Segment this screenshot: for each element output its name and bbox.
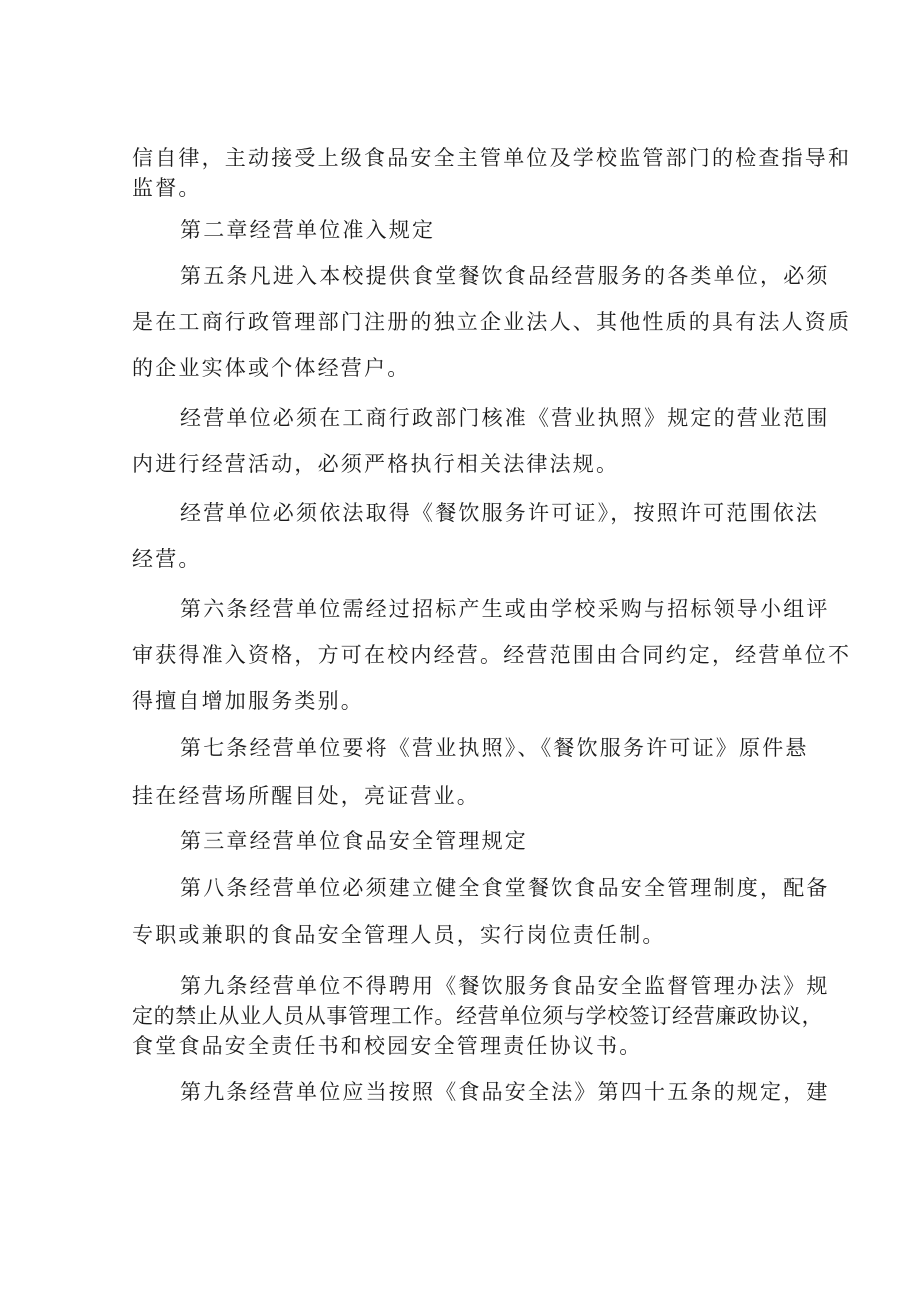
paragraph-line: 第六条经营单位需经过招标产生或由学校采购与招标领导小组评: [180, 597, 830, 621]
paragraph-line: 定的禁止从业人员从事管理工作。经营单位须与学校签订经营廉政协议，: [132, 1004, 824, 1028]
paragraph-line: 专职或兼职的食品安全管理人员，实行岗位责任制。: [132, 923, 666, 947]
paragraph-line: 食堂食品安全责任书和校园安全管理责任协议书。: [132, 1034, 643, 1058]
paragraph-line: 经营单位必须依法取得《餐饮服务许可证》，按照许可范围依法: [180, 501, 820, 525]
paragraph-line: 信自律，主动接受上级食品安全主管单位及学校监管部门的检查指导和: [132, 146, 852, 170]
paragraph-line: 是在工商行政管理部门注册的独立企业法人、其他性质的具有法人资质: [132, 310, 852, 334]
paragraph-line: 第九条经营单位不得聘用《餐饮服务食品安全监督管理办法》规: [180, 974, 830, 998]
paragraph-line: 挂在经营场所醒目处，亮证营业。: [132, 784, 480, 808]
paragraph-line: 的企业实体或个体经营户。: [132, 356, 411, 380]
paragraph-line: 第九条经营单位应当按照《食品安全法》第四十五条的规定，建: [180, 1080, 830, 1104]
paragraph-line: 得擅自增加服务类别。: [132, 689, 364, 713]
paragraph-line: 内进行经营活动，必须严格执行相关法律法规。: [132, 452, 620, 476]
chapter-heading: 第二章经营单位准入规定: [180, 218, 436, 242]
paragraph-line: 第五条凡进入本校提供食堂餐饮食品经营服务的各类单位，必须: [180, 264, 830, 288]
paragraph-line: 审获得准入资格，方可在校内经营。经营范围由合同约定，经营单位不: [132, 643, 852, 667]
paragraph-line: 第八条经营单位必须建立健全食堂餐饮食品安全管理制度，配备: [180, 876, 830, 900]
paragraph-line: 监督。: [132, 176, 202, 200]
paragraph-line: 经营单位必须在工商行政部门核准《营业执照》规定的营业范围: [180, 406, 830, 430]
paragraph-line: 第七条经营单位要将《营业执照》、《餐饮服务许可证》原件悬: [180, 736, 809, 760]
paragraph-line: 经营。: [132, 547, 202, 571]
chapter-heading: 第三章经营单位食品安全管理规定: [180, 829, 528, 853]
